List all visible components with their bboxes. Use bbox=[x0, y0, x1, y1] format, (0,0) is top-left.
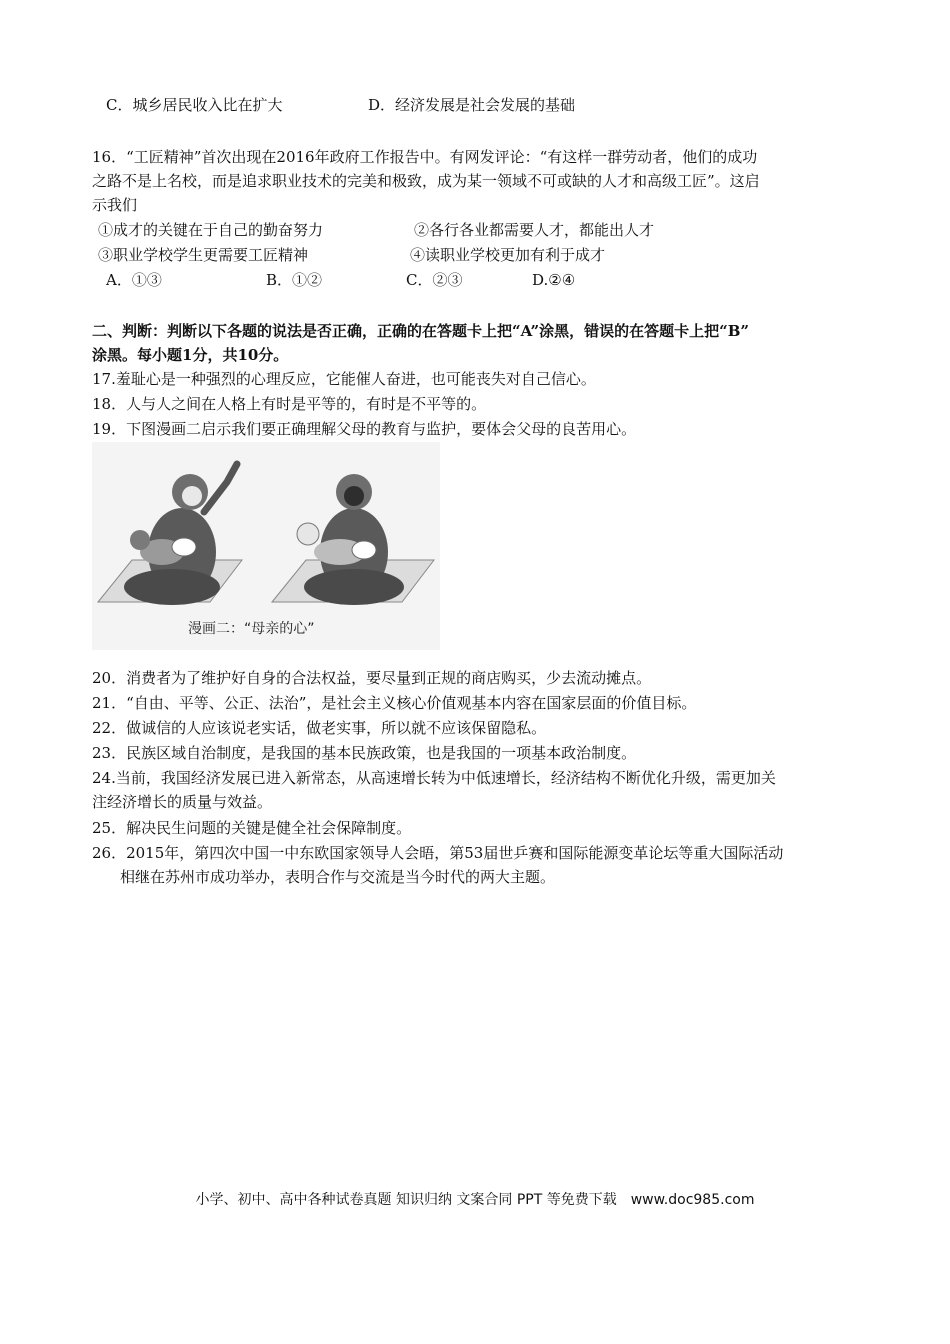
statement-20: 20．消费者为了维护好自身的合法权益，要尽量到正规的商店购买，少去流动摊点。 bbox=[92, 669, 652, 687]
left-mother-skirt bbox=[124, 569, 220, 605]
q16-item-3: ③职业学校学生更需要工匠精神 bbox=[98, 246, 309, 264]
q16-stem-line3: 示我们 bbox=[92, 196, 138, 214]
q16-choice-b: B．①② bbox=[266, 271, 323, 289]
left-child-head bbox=[130, 530, 150, 550]
left-child-bottom bbox=[172, 538, 196, 556]
q16-stem-line1: 16．“工匠精神”首次出现在2016年政府工作报告中。有网发评论：“有这样一群劳动者，他们的成功 bbox=[92, 148, 758, 166]
statement-24-line1: 24.当前，我国经济发展已进入新常态，从高速增长转为中低速增长，经济结构不断优化升级，需更加关 bbox=[92, 769, 776, 787]
comic-image bbox=[92, 442, 440, 650]
left-mother-face bbox=[182, 486, 202, 506]
right-child-head bbox=[297, 523, 319, 545]
right-mother-skirt bbox=[304, 569, 404, 605]
q16-item-1: ①成才的关键在于自己的勤奋努力 bbox=[98, 221, 324, 239]
section2-heading-line2: 涂黑。每小题1分，共10分。 bbox=[92, 346, 289, 364]
q16-stem-line2: 之路不是上名校，而是追求职业技术的完美和极致，成为某一领域不可或缺的人才和高级工匠”。这启 bbox=[92, 172, 760, 190]
statement-26-line2: 相继在苏州市成功举办，表明合作与交流是当今时代的两大主题。 bbox=[120, 868, 556, 886]
comic-caption: 漫画二：“母亲的心” bbox=[188, 621, 315, 637]
statement-24-line2: 注经济增长的质量与效益。 bbox=[92, 793, 273, 811]
q16-choice-a: A．①③ bbox=[106, 271, 162, 289]
statement-19: 19．下图漫画二启示我们要正确理解父母的教育与监护，要体会父母的良苦用心。 bbox=[92, 420, 637, 438]
q16-item-4: ④读职业学校更加有利于成才 bbox=[410, 246, 606, 264]
statement-21: 21．“自由、平等、公正、法治”，是社会主义核心价值观基本内容在国家层面的价值目标。 bbox=[92, 694, 697, 712]
section2-heading-line1: 二、判断：判断以下各题的说法是否正确，正确的在答题卡上把“A”涂黑，错误的在答题卡上把“B” bbox=[92, 322, 750, 340]
statement-18: 18．人与人之间在人格上有时是平等的，有时是不平等的。 bbox=[92, 395, 487, 413]
right-child-bottom bbox=[352, 541, 376, 559]
q15-option-d: D．经济发展是社会发展的基础 bbox=[368, 96, 576, 114]
page-footer: 小学、初中、高中各种试卷真题 知识归纳 文案合同 PPT 等免费下载 www.doc985.com bbox=[195, 1192, 755, 1208]
q16-item-2: ②各行各业都需要人才，都能出人才 bbox=[414, 221, 655, 239]
statement-26-line1: 26．2015年，第四次中国一中东欧国家领导人会晤，第53届世乒赛和国际能源变革论坛等重大国际活动 bbox=[92, 844, 784, 862]
q15-option-c: C．城乡居民收入比在扩大 bbox=[106, 96, 283, 114]
statement-22: 22．做诚信的人应该说老实话，做老实事，所以就不应该保留隐私。 bbox=[92, 719, 547, 737]
statement-25: 25．解决民生问题的关键是健全社会保障制度。 bbox=[92, 819, 412, 837]
q16-choice-d: D.②④ bbox=[532, 271, 576, 289]
right-mother-face bbox=[344, 486, 364, 506]
q16-choice-c: C．②③ bbox=[406, 271, 463, 289]
statement-23: 23．民族区域自治制度，是我国的基本民族政策，也是我国的一项基本政治制度。 bbox=[92, 744, 637, 762]
statement-17: 17.羞耻心是一种强烈的心理反应，它能催人奋进，也可能丧失对自己信心。 bbox=[92, 370, 596, 388]
